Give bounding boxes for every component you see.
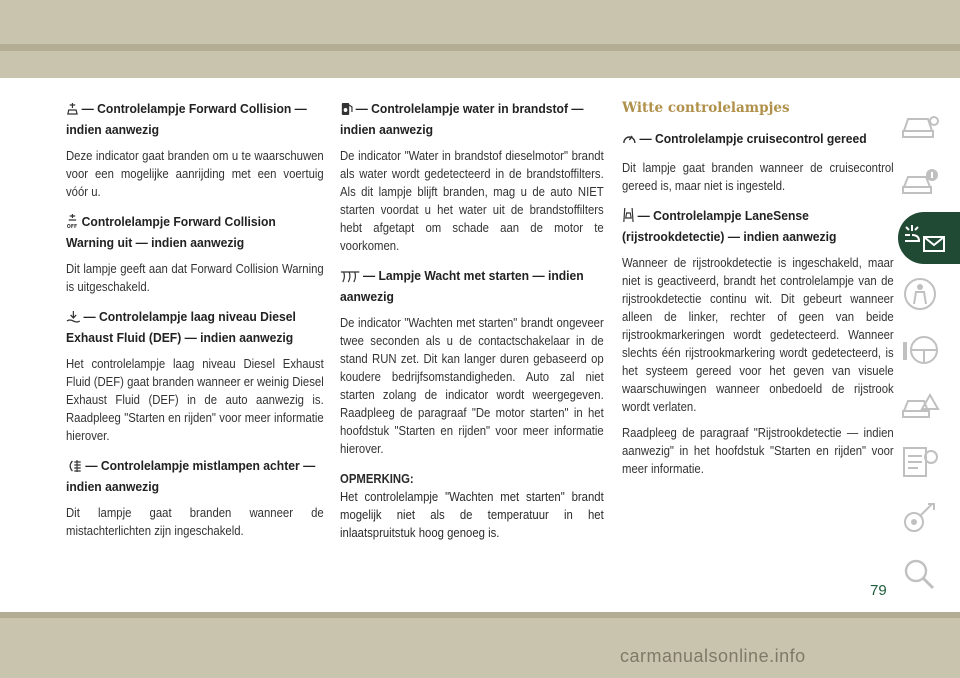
entry-text: Deze indicator gaat branden om u te waarschuwen voor een mogelijke aanrijding met een voertuig vóór u. [66, 149, 324, 199]
entry-text: Wanneer de rijstrookdetectie is ingeschakeld, maar niet is geactiveerd, brandt het controlelampje van de rijstrookdetectie continu wit. Dit gebeurt wanneer alleen de linker, rechter of geen van beide rijstrookmarkeringen wordt gedetecteerd. Wanneer slechts één rijstrookmarkering wordt gedetecteerd, is het systeem gereed voor het geven van visuele waarschuwingen wanneer onbedoeld de rijstrook wordt verlaten. [622, 256, 894, 414]
forward-collision-icon [66, 102, 79, 121]
entry-text: Dit lampje geeft aan dat Forward Collision Warning is uitgeschakeld. [66, 262, 324, 294]
column-3 [622, 100, 894, 478]
cruise-control-icon [622, 132, 637, 151]
column-1 [66, 100, 324, 552]
header-band [0, 0, 960, 78]
section-title: Witte controlelampjes [622, 100, 790, 116]
service-wrench-icon [900, 500, 940, 536]
tab-steering-wheel[interactable] [898, 324, 960, 376]
warning-lights-icon [900, 221, 950, 255]
entry-title: — Controlelampje mistlampen achter — indien aanwezig [66, 458, 316, 494]
entry-title: Controlelampje Forward Collision Warning uit — indien aanwezig [66, 214, 276, 250]
column-2 [340, 100, 604, 542]
seatbelt-airbag-icon [900, 276, 940, 312]
roadside-triangle-icon [900, 389, 940, 423]
entry-wait-to-start [340, 267, 604, 458]
entry-text: Het controlelampje laag niveau Diesel Exhaust Fluid (DEF) gaat branden wanneer er weinig Diesel Exhaust Fluid (DEF) in de auto aanwezig is. Raadpleeg "Starten en rijden" voor meer informatie hierover. [66, 357, 324, 443]
tab-seatbelt-airbag[interactable] [898, 268, 960, 320]
note-label: OPMERKING: [340, 472, 414, 486]
rear-fog-icon [66, 459, 83, 478]
entry-rear-fog [66, 457, 324, 540]
entry-text: De indicator "Wachten met starten" brandt ongeveer twee seconden als u de contactschakelaar in de stand RUN zet. Dit kan langer duren gebaseerd op koudere bedrijfsomstandigheden. Auto zal niet starten zolang de indicator wordt weergegeven. Raadpleeg de paragraaf "De motor starten" in het hoofdstuk "Starten en rijden" voor meer informatie hierover. [340, 316, 604, 456]
page-number: 79 [870, 582, 887, 599]
entry-title: — Controlelampje laag niveau Diesel Exhaust Fluid (DEF) — indien aanwezig [66, 309, 296, 345]
entry-forward-collision [66, 100, 324, 201]
car-info-icon [900, 165, 940, 199]
search-icon [900, 556, 940, 592]
note-text: Het controlelampje "Wachten met starten" brandt mogelijk niet als de temperatuur in het inlaatspruitstuk hoog genoeg is. [340, 490, 604, 540]
tab-car-inside[interactable] [898, 100, 960, 152]
entry-title: — Controlelampje LaneSense (rijstrookdetectie) — indien aanwezig [622, 208, 837, 244]
entry-cruise-control [622, 130, 894, 195]
footer-band [0, 612, 960, 678]
tab-search[interactable] [898, 548, 960, 600]
entry-text: Dit lampje gaat branden wanneer de cruisecontrol gereed is, maar niet is ingesteld. [622, 161, 894, 193]
entry-title: — Lampje Wacht met starten — indien aanwezig [340, 268, 584, 304]
entry-text: De indicator "Water in brandstof dieselmotor" brandt als water wordt gedetecteerd in de brandstoffilters. Als dit lampje blijft branden, mag u de auto NIET starten voordat u het water uit de brandstoffilters hebt afgetapt om schade aan de motor te voorkomen. [340, 149, 604, 253]
entry-water-in-fuel [340, 100, 604, 255]
entry-def-level [66, 308, 324, 445]
reference-text: Raadpleeg de paragraaf "Rijstrookdetectie — indien aanwezig" in het hoofdstuk "Starten en rijden" voor meer informatie. [622, 426, 894, 476]
entry-lanesense [622, 207, 894, 416]
tab-warning-lights[interactable] [898, 212, 960, 264]
car-inside-icon [900, 109, 940, 143]
maintenance-checklist-icon [900, 444, 940, 480]
chapter-sidebar [898, 100, 960, 660]
entry-text: Dit lampje gaat branden wanneer de mistachterlichten zijn ingeschakeld. [66, 506, 324, 538]
water-in-fuel-icon [340, 100, 353, 121]
watermark: carmanualsonline.info [620, 646, 806, 666]
lanesense-icon [622, 207, 635, 228]
wait-to-start-icon [340, 270, 360, 288]
entry-title: — Controlelampje water in brandstof — indien aanwezig [340, 101, 584, 137]
steering-wheel-icon [900, 332, 940, 368]
forward-collision-off-icon [66, 213, 79, 234]
tab-maintenance-checklist[interactable] [898, 436, 960, 488]
entry-title: — Controlelampje cruisecontrol gereed [639, 131, 867, 146]
svg-text:OFF: OFF [66, 224, 78, 229]
entry-forward-collision-off [66, 213, 324, 296]
def-level-icon [66, 310, 81, 329]
tab-service-wrench[interactable] [898, 492, 960, 544]
tab-roadside-triangle[interactable] [898, 380, 960, 432]
tab-car-info[interactable] [898, 156, 960, 208]
entry-title: — Controlelampje Forward Collision — indien aanwezig [66, 101, 307, 137]
